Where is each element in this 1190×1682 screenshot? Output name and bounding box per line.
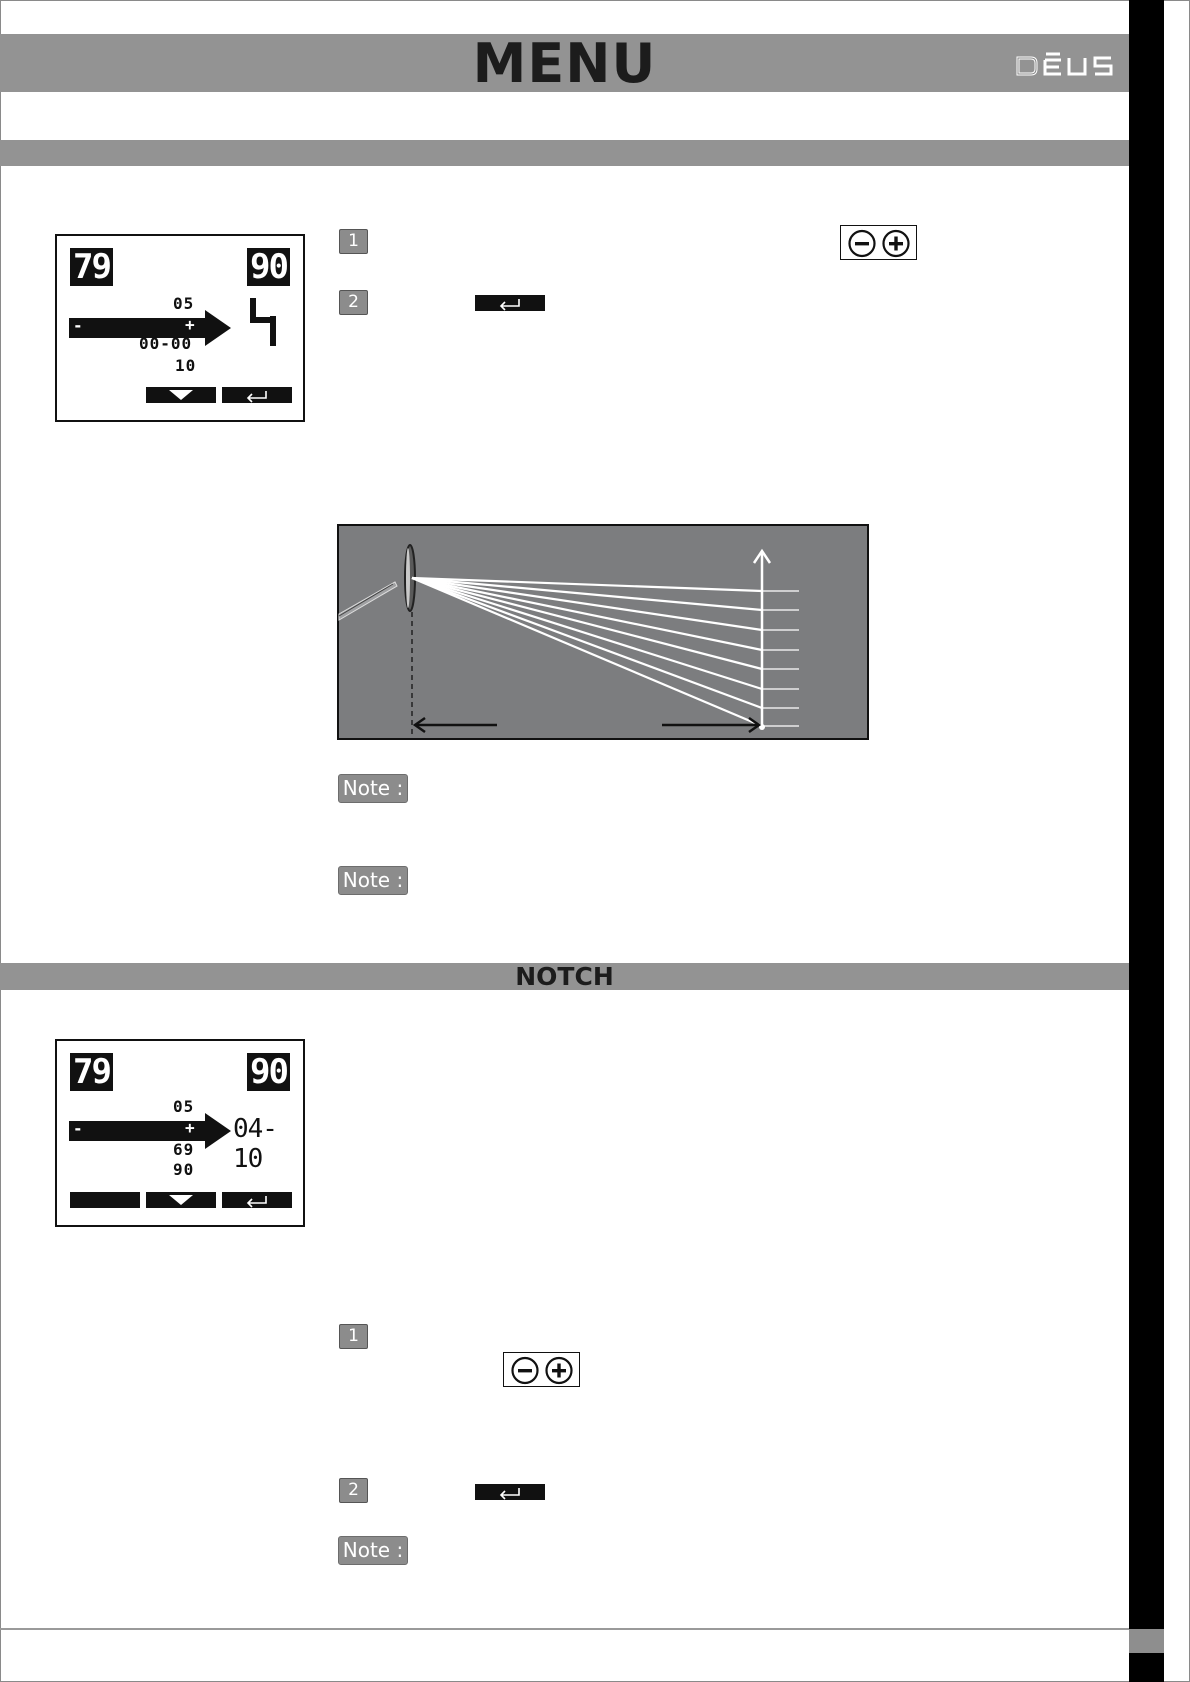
lcd-plus: + [185,315,196,334]
deus-logo [1015,50,1115,80]
lcd-arrow-bar [69,1113,231,1149]
lcd-minus: - [73,1119,84,1138]
lcd-range-readout: 04-10 [233,1114,277,1174]
section-band [0,140,1129,166]
lcd-above-bar: 05 [173,1097,195,1116]
notch-step-1-badge: 1 [339,1324,368,1349]
notch-enter-button[interactable] [475,1484,545,1500]
enter-button[interactable] [475,295,545,311]
lcd-left-value: 79 [70,1053,113,1091]
section-title-notch: NOTCH [515,962,614,991]
side-tab [1129,0,1164,1682]
step-1-badge: 1 [339,229,368,254]
lcd-back-button[interactable] [222,387,292,403]
lcd-down-button[interactable] [146,1192,216,1208]
footer-rule [0,1628,1129,1630]
lcd-right-value: 90 [247,248,290,286]
step-2-badge: 2 [339,290,368,315]
lcd-below-bar-2: 10 [175,356,197,375]
detection-depth-diagram [337,524,869,740]
lcd-plus: + [185,1118,196,1137]
lcd-below-bar-2: 90 [173,1160,195,1179]
notch-minus-plus-button[interactable] [503,1352,580,1387]
lcd-right-value: 90 [247,1053,290,1091]
page-title: MENU [472,32,657,95]
lcd-down-button[interactable] [146,387,216,403]
lcd-below-bar-1: 69 [173,1140,195,1159]
lcd-blank-button[interactable] [70,1192,140,1208]
notch-step-2-badge: 2 [339,1478,368,1503]
lcd-below-bar-1: 00-00 [139,334,193,353]
lcd-screen-notch [55,1039,305,1227]
lcd-above-bar: 05 [173,294,195,313]
note-badge-2: Note : [338,866,408,895]
note-badge-3: Note : [338,1536,408,1565]
side-tab-marker [1129,1629,1164,1653]
minus-plus-button[interactable] [840,225,917,260]
lcd-left-value: 79 [70,248,113,286]
lcd-screen-menu [55,234,305,422]
note-badge-1: Note : [338,774,408,803]
lcd-minus: - [73,316,84,335]
lcd-big-digit [249,296,279,348]
lcd-back-button[interactable] [222,1192,292,1208]
